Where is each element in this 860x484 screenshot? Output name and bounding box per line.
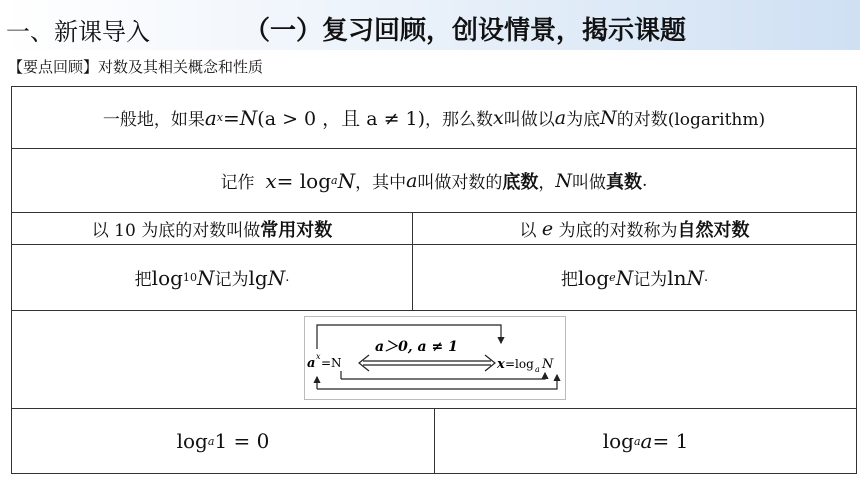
- definition-a2: a: [554, 106, 567, 129]
- natural-log-ln: ln: [667, 265, 687, 290]
- definition-text: [12, 87, 856, 148]
- notation-base-term: 底数: [502, 171, 539, 193]
- natural-log-term: 自然对数: [677, 219, 750, 241]
- double-arrow-right-head: [485, 355, 495, 371]
- natural-log-body: [412, 245, 856, 310]
- natural-log-header: [412, 213, 856, 244]
- common-log-body-prefix: 把: [134, 270, 152, 290]
- property-log-a-a: [434, 409, 856, 473]
- definition-condition: (a > 0 ，且 a ≠ 1): [257, 108, 426, 130]
- natural-log-end: .: [703, 270, 709, 285]
- notation-prefix: 记作: [220, 173, 255, 193]
- natural-log-N: N: [615, 265, 634, 290]
- notation-formula-x: x: [265, 168, 277, 193]
- properties-row: [12, 409, 856, 473]
- common-log-log: log: [151, 265, 183, 290]
- title-bar: [0, 0, 860, 50]
- common-log-N: N: [196, 265, 215, 290]
- notation-row: [12, 149, 856, 213]
- notation-middle3: 叫做: [572, 173, 607, 193]
- concept-table: [11, 86, 857, 474]
- common-log-header-text: 以 10 为底的对数叫做: [91, 221, 261, 241]
- log-types-header-row: [12, 213, 856, 245]
- definition-var-a: a: [204, 105, 217, 130]
- section-title: （一）复习回顾，创设情景，揭示课题: [244, 16, 687, 46]
- property-left-rest: 1 = 0: [214, 429, 270, 453]
- property-left-log: log: [176, 429, 208, 453]
- definition-prefix: 一般地，如果: [102, 110, 205, 130]
- definition-x: x: [493, 106, 504, 129]
- bottom-inner-connector-arrow: [341, 371, 545, 379]
- definition-N2: N: [600, 106, 617, 129]
- natural-log-mid: 记为: [633, 270, 668, 290]
- property-right-a: a: [640, 429, 653, 453]
- notation-comma: ，: [538, 173, 556, 193]
- notation-formula-N: N: [337, 168, 356, 193]
- diagram-left-a: a: [307, 356, 316, 371]
- definition-suffix: 的对数(logarithm): [616, 110, 766, 130]
- property-right-log: log: [602, 429, 634, 453]
- log-types-body-row: [12, 245, 856, 311]
- section-label: 一、新课导入: [6, 18, 150, 46]
- property-right-rest: = 1: [652, 429, 689, 453]
- definition-row: [12, 87, 856, 149]
- double-arrow-left-head: [359, 355, 369, 371]
- natural-log-body-prefix: 把: [560, 270, 578, 290]
- common-log-body: [12, 245, 412, 310]
- notation-middle2: 叫做对数的: [417, 173, 503, 193]
- property-right-base: a: [633, 434, 641, 448]
- diagram-row: [12, 311, 856, 409]
- common-log-end: .: [285, 270, 290, 285]
- common-log-header: [12, 213, 412, 244]
- notation-middle: ，其中: [355, 173, 407, 193]
- diagram-condition: a＞0, a ≠ 1: [375, 339, 458, 355]
- natural-log-N2: N: [686, 265, 704, 290]
- common-log-lg: lg: [248, 265, 268, 290]
- natural-log-log: log: [577, 265, 610, 290]
- definition-middle: ，那么数: [425, 110, 494, 130]
- diagram-right-x: x: [497, 357, 505, 372]
- notation-end: .: [642, 170, 648, 191]
- diagram-right-eq: =log: [505, 357, 534, 371]
- subtitle: 【要点回顾】对数及其相关概念和性质: [8, 58, 264, 76]
- conversion-diagram-svg: [305, 317, 565, 399]
- property-log-a-1: [12, 409, 434, 473]
- definition-middle2: 叫做以: [503, 110, 555, 130]
- definition-exp-x: x: [216, 111, 224, 124]
- common-log-mid: 记为: [214, 270, 249, 290]
- diagram-left-rest: =N: [321, 356, 342, 370]
- notation-a: a: [406, 169, 418, 192]
- property-left-base: a: [207, 434, 215, 448]
- notation-true-term: 真数: [606, 171, 643, 193]
- natural-log-base: e: [609, 271, 616, 284]
- natural-log-header-e: e: [541, 217, 554, 240]
- natural-log-header-prefix: 以: [519, 221, 537, 241]
- exp-log-conversion-diagram: [304, 316, 566, 400]
- notation-N: N: [555, 169, 573, 192]
- common-log-N2: N: [267, 265, 286, 290]
- definition-middle3: 为底: [566, 110, 601, 130]
- diagram-left-x: x: [316, 352, 321, 361]
- natural-log-header-text: 为底的对数称为: [558, 221, 678, 241]
- diagram-right-N: N: [542, 357, 554, 372]
- definition-equals: =: [223, 105, 240, 130]
- notation-formula-eq: = log: [276, 168, 331, 193]
- notation-formula-base: a: [331, 174, 338, 187]
- common-log-term: 常用对数: [260, 219, 333, 241]
- definition-N: N: [239, 105, 258, 130]
- diagram-right-base: a: [535, 365, 540, 374]
- common-log-base: 10: [182, 271, 197, 284]
- bottom-outer-connector-arrow: [317, 375, 557, 389]
- notation-text: [12, 149, 856, 212]
